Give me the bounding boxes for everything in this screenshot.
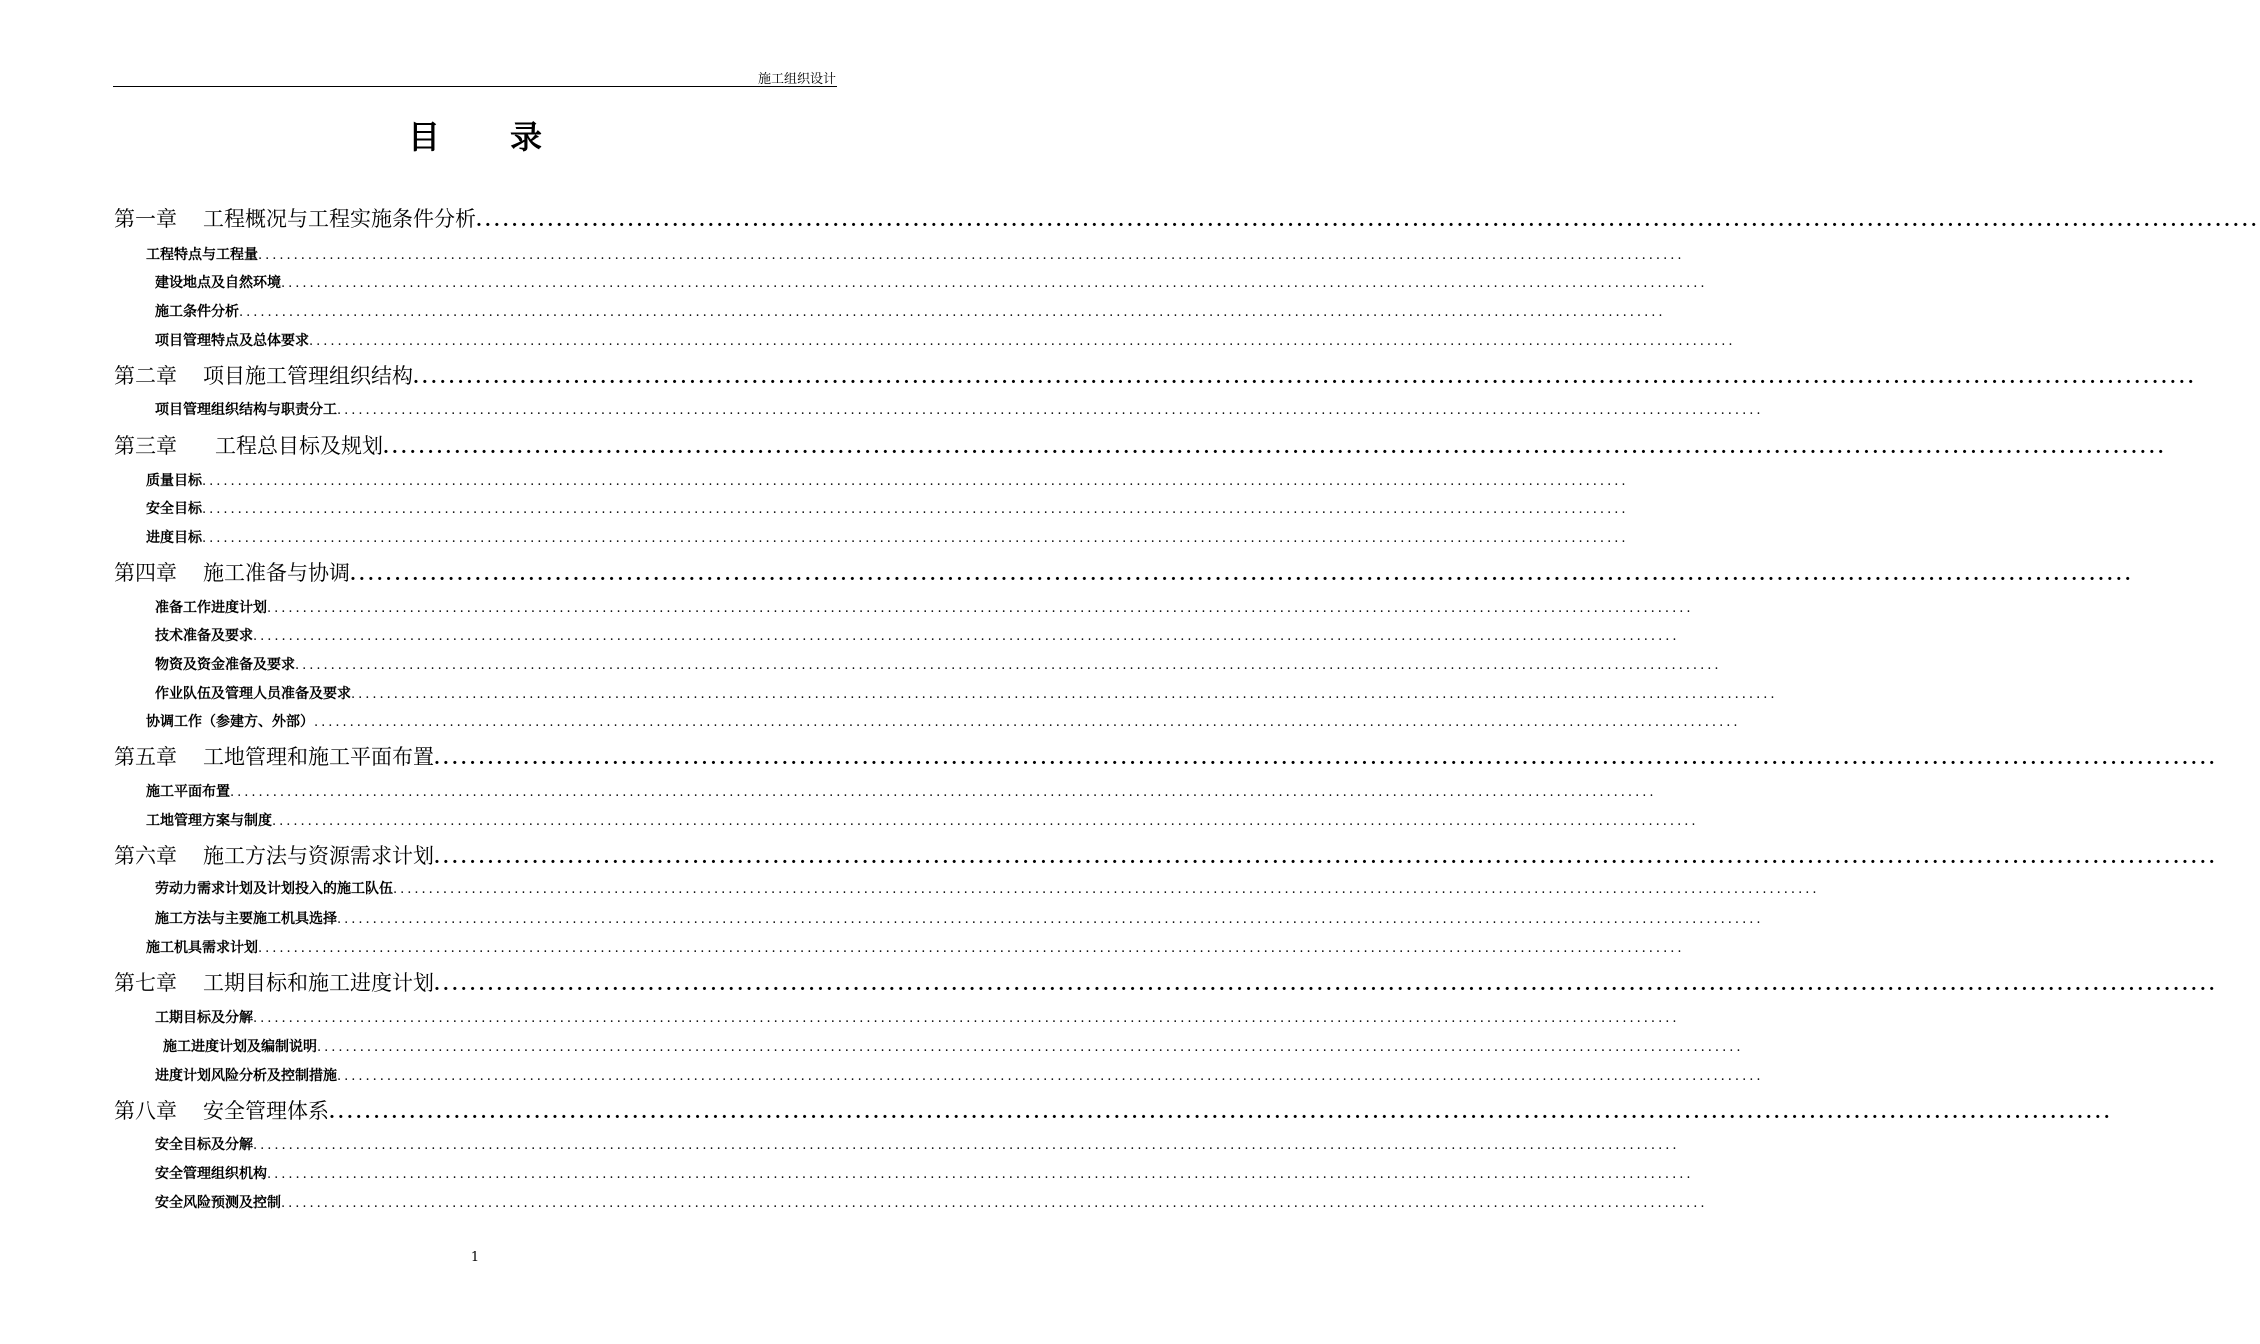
toc-leader-dots: ........................................................................................................................................................................................................ xyxy=(253,1011,1680,1026)
toc-chapter-label xyxy=(114,203,476,233)
toc-section-label: 安全风险预测及控制 xyxy=(155,1195,281,1211)
toc-leader-dots: ........................................................................................................................................................................................................ xyxy=(350,565,2134,585)
toc-section-label: 工期目标及分解 xyxy=(155,1010,253,1026)
toc-section-label: 作业队伍及管理人员准备及要求 xyxy=(155,686,351,702)
toc-section-label: 项目管理组织结构与职责分工 xyxy=(155,402,337,418)
toc-section-entry[interactable] xyxy=(146,937,1685,959)
toc-leader-dots: ........................................................................................................................................................................................................ xyxy=(351,687,1778,702)
toc-section-entry[interactable] xyxy=(155,1007,1680,1029)
toc-section-label: 施工平面布置 xyxy=(146,784,230,800)
toc-chapter-entry[interactable] xyxy=(114,203,2260,233)
toc-section-label: 准备工作进度计划 xyxy=(155,600,267,616)
toc-leader-dots: ........................................................................................................................................................................................................ xyxy=(253,1138,1680,1153)
toc-section-entry[interactable] xyxy=(155,597,1694,619)
page-number: 1 xyxy=(470,1250,480,1265)
toc-section-entry[interactable] xyxy=(155,1163,1694,1185)
toc-section-label: 进度计划风险分析及控制措施 xyxy=(155,1068,337,1084)
toc-leader-dots: ........................................................................................................................................................................................................ xyxy=(434,975,2218,995)
toc-chapter-title: 施工准备与协调 xyxy=(203,561,350,585)
title-char-2: 录 xyxy=(510,118,543,156)
toc-section-label: 施工进度计划及编制说明 xyxy=(163,1039,317,1055)
toc-section-label: 施工机具需求计划 xyxy=(146,940,258,956)
toc-leader-dots: ........................................................................................................................................................................................................ xyxy=(272,814,1699,829)
toc-section-entry[interactable] xyxy=(155,1134,1680,1156)
toc-chapter-entry[interactable] xyxy=(114,1095,2113,1125)
toc-chapter-number: 第五章 xyxy=(114,745,177,769)
toc-section-entry[interactable] xyxy=(163,1036,1744,1058)
toc-chapter-number: 第四章 xyxy=(114,561,177,585)
toc-leader-dots: ........................................................................................................................................................................................................ xyxy=(281,1196,1708,1211)
toc-section-entry[interactable] xyxy=(155,301,1666,323)
toc-chapter-title: 工程总目标及规划 xyxy=(215,434,383,458)
toc-chapter-title: 工地管理和施工平面布置 xyxy=(203,745,434,769)
toc-leader-dots: ........................................................................................................................................................................................................ xyxy=(202,502,1629,517)
toc-section-label: 安全管理组织机构 xyxy=(155,1166,267,1182)
toc-chapter-label xyxy=(114,1095,329,1125)
toc-leader-dots: ........................................................................................................................................................................................................ xyxy=(337,912,1764,927)
toc-section-entry[interactable] xyxy=(155,1065,1764,1087)
toc-leader-dots: ........................................................................................................................................................................................................ xyxy=(267,601,1694,616)
toc-section-label: 安全目标及分解 xyxy=(155,1137,253,1153)
toc-section-entry[interactable] xyxy=(155,908,1764,930)
toc-section-entry[interactable] xyxy=(155,625,1680,647)
toc-chapter-title: 工程概况与工程实施条件分析 xyxy=(203,207,476,231)
toc-chapter-number: 第三章 xyxy=(114,434,177,458)
toc-chapter-number: 第二章 xyxy=(114,364,177,388)
toc-leader-dots: ........................................................................................................................................................................................................ xyxy=(202,474,1629,489)
toc-chapter-entry[interactable] xyxy=(114,360,2197,390)
title-char-1: 目 xyxy=(407,118,440,156)
toc-leader-dots: ........................................................................................................................................................................................................ xyxy=(309,334,1736,349)
page-header-text: 施工组织设计 xyxy=(757,72,836,87)
toc-section-entry[interactable] xyxy=(146,527,1629,549)
toc-leader-dots: ........................................................................................................................................................................................................ xyxy=(253,629,1680,644)
toc-section-label: 进度目标 xyxy=(146,530,202,546)
toc-leader-dots: ........................................................................................................................................................................................................ xyxy=(230,785,1657,800)
toc-section-label: 项目管理特点及总体要求 xyxy=(155,333,309,349)
toc-leader-dots: ........................................................................................................................................................................................................ xyxy=(329,1103,2113,1123)
toc-leader-dots: ........................................................................................................................................................................................................ xyxy=(258,941,1685,956)
toc-leader-dots: ........................................................................................................................................................................................................ xyxy=(239,305,1666,320)
toc-chapter-label xyxy=(114,840,434,870)
toc-section-entry[interactable] xyxy=(146,498,1629,520)
toc-chapter-entry[interactable] xyxy=(114,741,2218,771)
toc-chapter-title: 安全管理体系 xyxy=(203,1099,329,1123)
toc-section-entry[interactable] xyxy=(155,878,1820,900)
toc-chapter-number: 第七章 xyxy=(114,971,177,995)
toc-chapter-entry[interactable] xyxy=(114,430,2167,460)
toc-leader-dots: ........................................................................................................................................................................................................ xyxy=(393,882,1820,897)
toc-leader-dots: ........................................................................................................................................................................................................ xyxy=(295,658,1722,673)
toc-leader-dots: ........................................................................................................................................................................................................ xyxy=(258,248,1685,263)
toc-section-label: 建设地点及自然环境 xyxy=(155,275,281,291)
toc-section-entry[interactable] xyxy=(155,272,1708,294)
toc-chapter-title: 工期目标和施工进度计划 xyxy=(203,971,434,995)
toc-chapter-label xyxy=(114,557,350,587)
toc-section-label: 工程特点与工程量 xyxy=(146,247,258,263)
toc-section-entry[interactable] xyxy=(155,654,1722,676)
toc-section-label: 协调工作（参建方、外部） xyxy=(146,714,314,730)
toc-leader-dots: ........................................................................................................................................................................................................ xyxy=(317,1040,1744,1055)
toc-section-entry[interactable] xyxy=(146,470,1629,492)
toc-chapter-label xyxy=(114,967,434,997)
toc-section-label: 施工条件分析 xyxy=(155,304,239,320)
toc-section-label: 工地管理方案与制度 xyxy=(146,813,272,829)
toc-section-entry[interactable] xyxy=(146,781,1657,803)
toc-leader-dots: ........................................................................................................................................................................................................ xyxy=(476,211,2260,231)
toc-chapter-entry[interactable] xyxy=(114,840,2218,870)
toc-leader-dots: ........................................................................................................................................................................................................ xyxy=(281,276,1708,291)
toc-leader-dots: ........................................................................................................................................................................................................ xyxy=(383,438,2167,458)
toc-leader-dots: ........................................................................................................................................................................................................ xyxy=(314,715,1741,730)
toc-section-label: 劳动力需求计划及计划投入的施工队伍 xyxy=(155,881,393,897)
toc-section-entry[interactable] xyxy=(155,683,1778,705)
toc-leader-dots: ........................................................................................................................................................................................................ xyxy=(267,1167,1694,1182)
toc-section-label: 物资及资金准备及要求 xyxy=(155,657,295,673)
toc-chapter-label xyxy=(114,741,434,771)
toc-chapter-title: 项目施工管理组织结构 xyxy=(203,364,413,388)
toc-section-label: 技术准备及要求 xyxy=(155,628,253,644)
toc-chapter-label xyxy=(114,360,413,390)
toc-section-entry[interactable] xyxy=(155,399,1764,421)
toc-chapter-entry[interactable] xyxy=(114,557,2134,587)
toc-leader-dots: ........................................................................................................................................................................................................ xyxy=(434,749,2218,769)
toc-leader-dots: ........................................................................................................................................................................................................ xyxy=(337,403,1764,418)
toc-section-entry[interactable] xyxy=(146,810,1699,832)
toc-section-label: 质量目标 xyxy=(146,473,202,489)
toc-leader-dots: ........................................................................................................................................................................................................ xyxy=(413,368,2197,388)
toc-chapter-number: 第六章 xyxy=(114,844,177,868)
toc-chapter-title: 施工方法与资源需求计划 xyxy=(203,844,434,868)
toc-chapter-label xyxy=(114,430,383,460)
toc-leader-dots: ........................................................................................................................................................................................................ xyxy=(202,531,1629,546)
toc-section-entry[interactable] xyxy=(146,711,1741,733)
toc-chapter-entry[interactable] xyxy=(114,967,2218,997)
toc-section-entry[interactable] xyxy=(146,244,1685,266)
toc-section-label: 施工方法与主要施工机具选择 xyxy=(155,911,337,927)
toc-section-entry[interactable] xyxy=(155,1192,1708,1214)
toc-chapter-number: 第八章 xyxy=(114,1099,177,1123)
toc-leader-dots: ........................................................................................................................................................................................................ xyxy=(434,848,2218,868)
toc-section-label: 安全目标 xyxy=(146,501,202,517)
toc-chapter-number: 第一章 xyxy=(114,207,177,231)
toc-section-entry[interactable] xyxy=(155,330,1736,352)
toc-leader-dots: ........................................................................................................................................................................................................ xyxy=(337,1069,1764,1084)
